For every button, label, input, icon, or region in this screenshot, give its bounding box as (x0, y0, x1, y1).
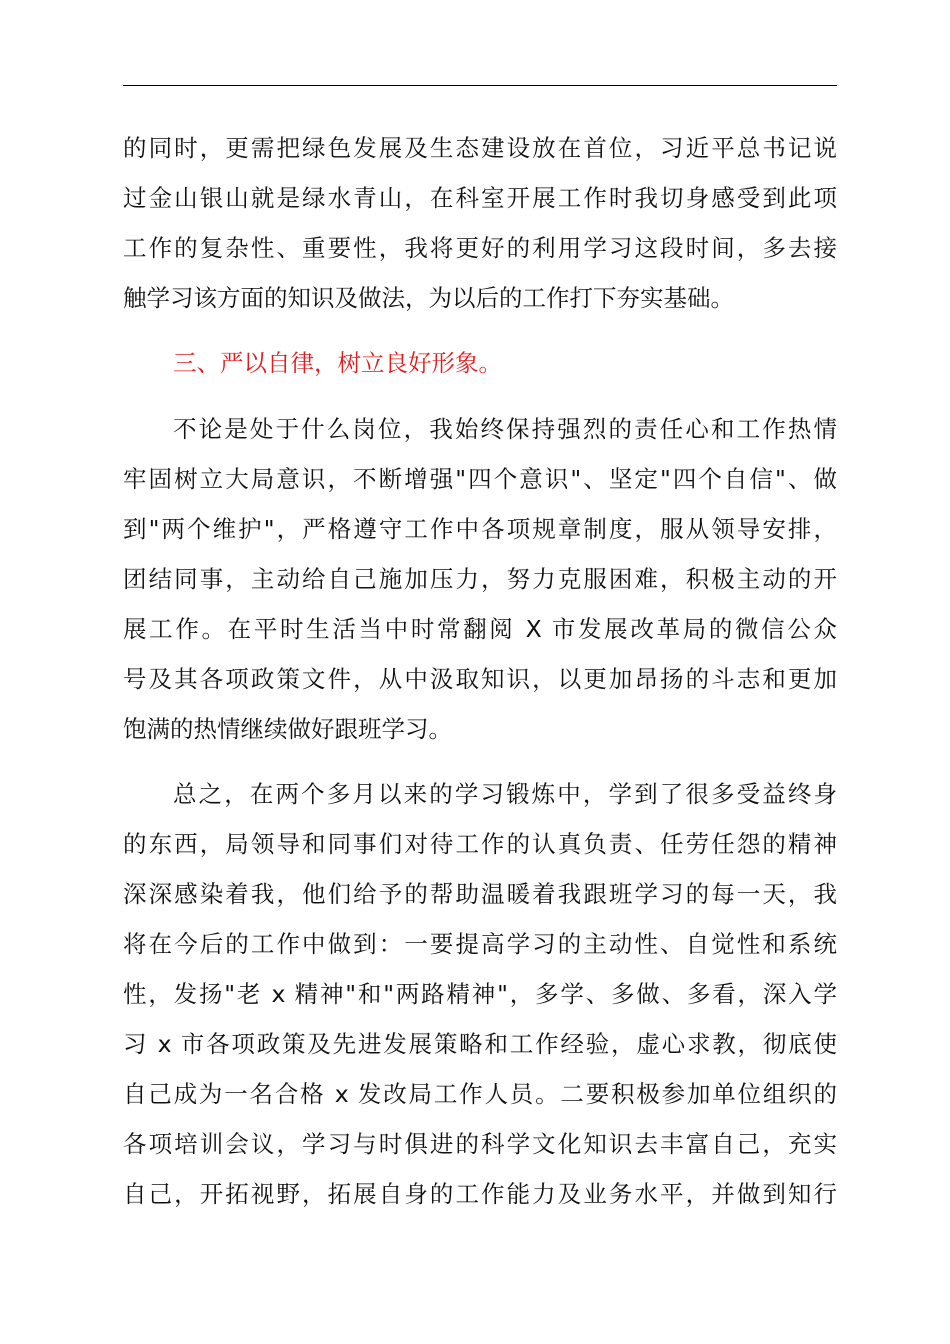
body-text-line: 牢固树立大局意识，不断增强"四个意识"、坚定"四个自信"、做 (123, 465, 837, 493)
header-rule (123, 85, 837, 86)
body-text-line: 的东西，局领导和同事们对待工作的认真负责、任劳任怨的精神 (123, 830, 837, 858)
body-text-line: 号及其各项政策文件，从中汲取知识，以更加昂扬的斗志和更加 (123, 665, 837, 693)
section-heading: 三、严以自律，树立良好形象。 (173, 349, 502, 377)
body-text-line: 自己，开拓视野，拓展自身的工作能力及业务水平，并做到知行 (123, 1180, 837, 1208)
body-text-line: 到"两个维护"，严格遵守工作中各项规章制度，服从领导安排， (123, 515, 837, 543)
body-text-line: 性，发扬"老 x 精神"和"两路精神"，多学、多做、多看，深入学 (123, 980, 837, 1008)
body-text-line: 习 x 市各项政策及先进发展策略和工作经验，虚心求教，彻底使 (123, 1030, 837, 1058)
body-text-line: 过金山银山就是绿水青山，在科室开展工作时我切身感受到此项 (123, 184, 837, 212)
body-text-line: 的同时，更需把绿色发展及生态建设放在首位，习近平总书记说 (123, 134, 837, 162)
body-text-line: 工作的复杂性、重要性，我将更好的利用学习这段时间，多去接 (123, 234, 837, 262)
body-text-line: 触学习该方面的知识及做法，为以后的工作打下夯实基础。 (123, 284, 734, 312)
body-text-line: 团结同事，主动给自己施加压力，努力克服困难，积极主动的开 (123, 565, 837, 593)
body-text-line: 不论是处于什么岗位，我始终保持强烈的责任心和工作热情 (173, 415, 837, 443)
body-text-line: 总之，在两个多月以来的学习锻炼中，学到了很多受益终身 (173, 780, 837, 808)
body-text-line: 展工作。在平时生活当中时常翻阅 X 市发展改革局的微信公众 (123, 615, 837, 643)
body-text-line: 饱满的热情继续做好跟班学习。 (123, 715, 452, 743)
body-text-line: 各项培训会议，学习与时俱进的科学文化知识去丰富自己，充实 (123, 1130, 837, 1158)
body-text-line: 自己成为一名合格 x 发改局工作人员。二要积极参加单位组织的 (123, 1080, 837, 1108)
body-text-line: 深深感染着我，他们给予的帮助温暖着我跟班学习的每一天，我 (123, 880, 837, 908)
body-text-line: 将在今后的工作中做到：一要提高学习的主动性、自觉性和系统 (123, 930, 837, 958)
